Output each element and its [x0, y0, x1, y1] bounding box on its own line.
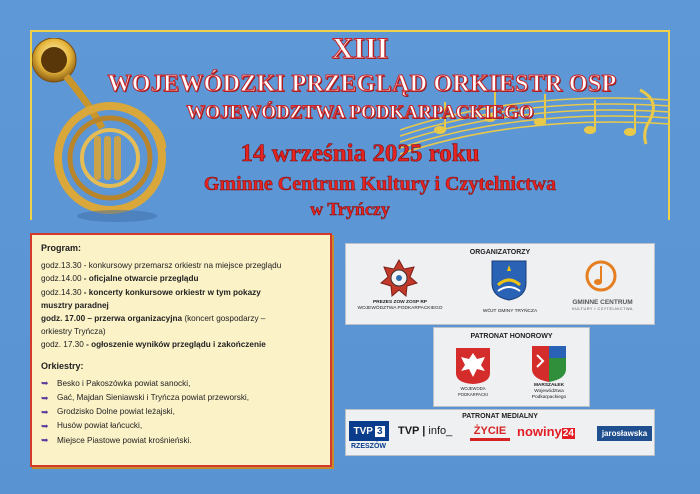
venue-town: w Tryńczy [310, 199, 390, 219]
wojt-caption: WÓJT GMINY TRYŃCZA [482, 309, 538, 314]
podkarpackie-coat-of-arms-icon [531, 345, 567, 383]
bullet-arrow-icon: ➥ [41, 435, 49, 446]
edition-number: XIII [331, 32, 389, 65]
osp-caption: PREZES ZOW ZOSP RP WOJEWÓDZTWA PODKARPACKIEGO [357, 300, 443, 311]
program-heading: Program: [41, 243, 82, 253]
tvp3-rzeszow-label: RZESZÓW [351, 443, 386, 450]
jaroslawska-logo: jarosławska [597, 426, 652, 441]
program-box [30, 233, 332, 467]
polish-eagle-icon [455, 347, 491, 385]
bullet-arrow-icon: ➥ [41, 392, 49, 403]
program-row: orkiestry Tryńcza) [41, 327, 106, 337]
zycie-logo: ŻYCIE [470, 425, 510, 441]
list-item: ➥ Miejsce Piastowe powiat krośnieński. [41, 435, 192, 446]
event-title: WOJEWÓDZKI PRZEGLĄD ORKIESTR OSP [107, 71, 617, 97]
list-item: ➥ Grodzisko Dolne powiat leżajski, [41, 406, 175, 417]
wojewoda-caption: WOJEWODA PODKARPACKI [458, 386, 488, 397]
nowiny24-logo: nowiny24 [517, 424, 574, 439]
program-row: musztry paradnej [41, 300, 109, 310]
marszalek-caption: MARSZAŁEK Województwa Podkarpackiego [531, 383, 567, 400]
tvp-info-logo: TVP | info_ [398, 425, 453, 437]
bullet-arrow-icon: ➥ [41, 378, 49, 389]
program-row: godz.14.00 - oficjalne otwarcie przeglądu [41, 274, 199, 284]
venue-name: Gminne Centrum Kultury i Czytelnictwa [203, 173, 557, 195]
event-date: 14 września 2025 roku [240, 140, 480, 167]
program-row: godz.14.30 - koncerty konkursowe orkiestr w tym pokazy [41, 287, 261, 297]
list-item: ➥ Husów powiat łańcucki, [41, 421, 143, 432]
honorary-heading: PATRONAT HONOROWY [470, 333, 553, 340]
organizers-heading: ORGANIZATORZY [469, 249, 531, 256]
media-heading: PATRONAT MEDIALNY [462, 413, 538, 420]
gck-logo-icon [585, 260, 617, 292]
event-subtitle: WOJEWÓDZTWA PODKARPACKIEGO [186, 102, 534, 123]
bullet-arrow-icon: ➥ [41, 406, 49, 417]
program-row: godz. 17.30 - ogłoszenie wyników przeglądu i zakończenie [41, 340, 266, 350]
osp-badge-icon [380, 259, 418, 297]
orchestras-list [41, 377, 324, 448]
program-row: godz.13.30 - konkursowy przemarsz orkiestr na miejsce przeglądu [41, 261, 282, 271]
program-row: godz. 17.00 – przerwa organizacyjna (koncert gospodarzy – [41, 314, 266, 324]
list-item: ➥ Besko i Pakoszówka powiat sanocki, [41, 378, 191, 389]
list-item: ➥ Gać, Majdan Sieniawski i Tryńcza powiat przeworski, [41, 392, 250, 403]
orchestras-heading: Orkiestry: [41, 360, 84, 371]
bullet-arrow-icon: ➥ [41, 421, 49, 432]
gmina-coat-of-arms-icon [490, 259, 528, 301]
tvp3-logo: TVP 3 [349, 421, 389, 441]
gck-caption: GMINNE CENTRUM KULTURY I CZYTELNICTWA [572, 299, 633, 311]
